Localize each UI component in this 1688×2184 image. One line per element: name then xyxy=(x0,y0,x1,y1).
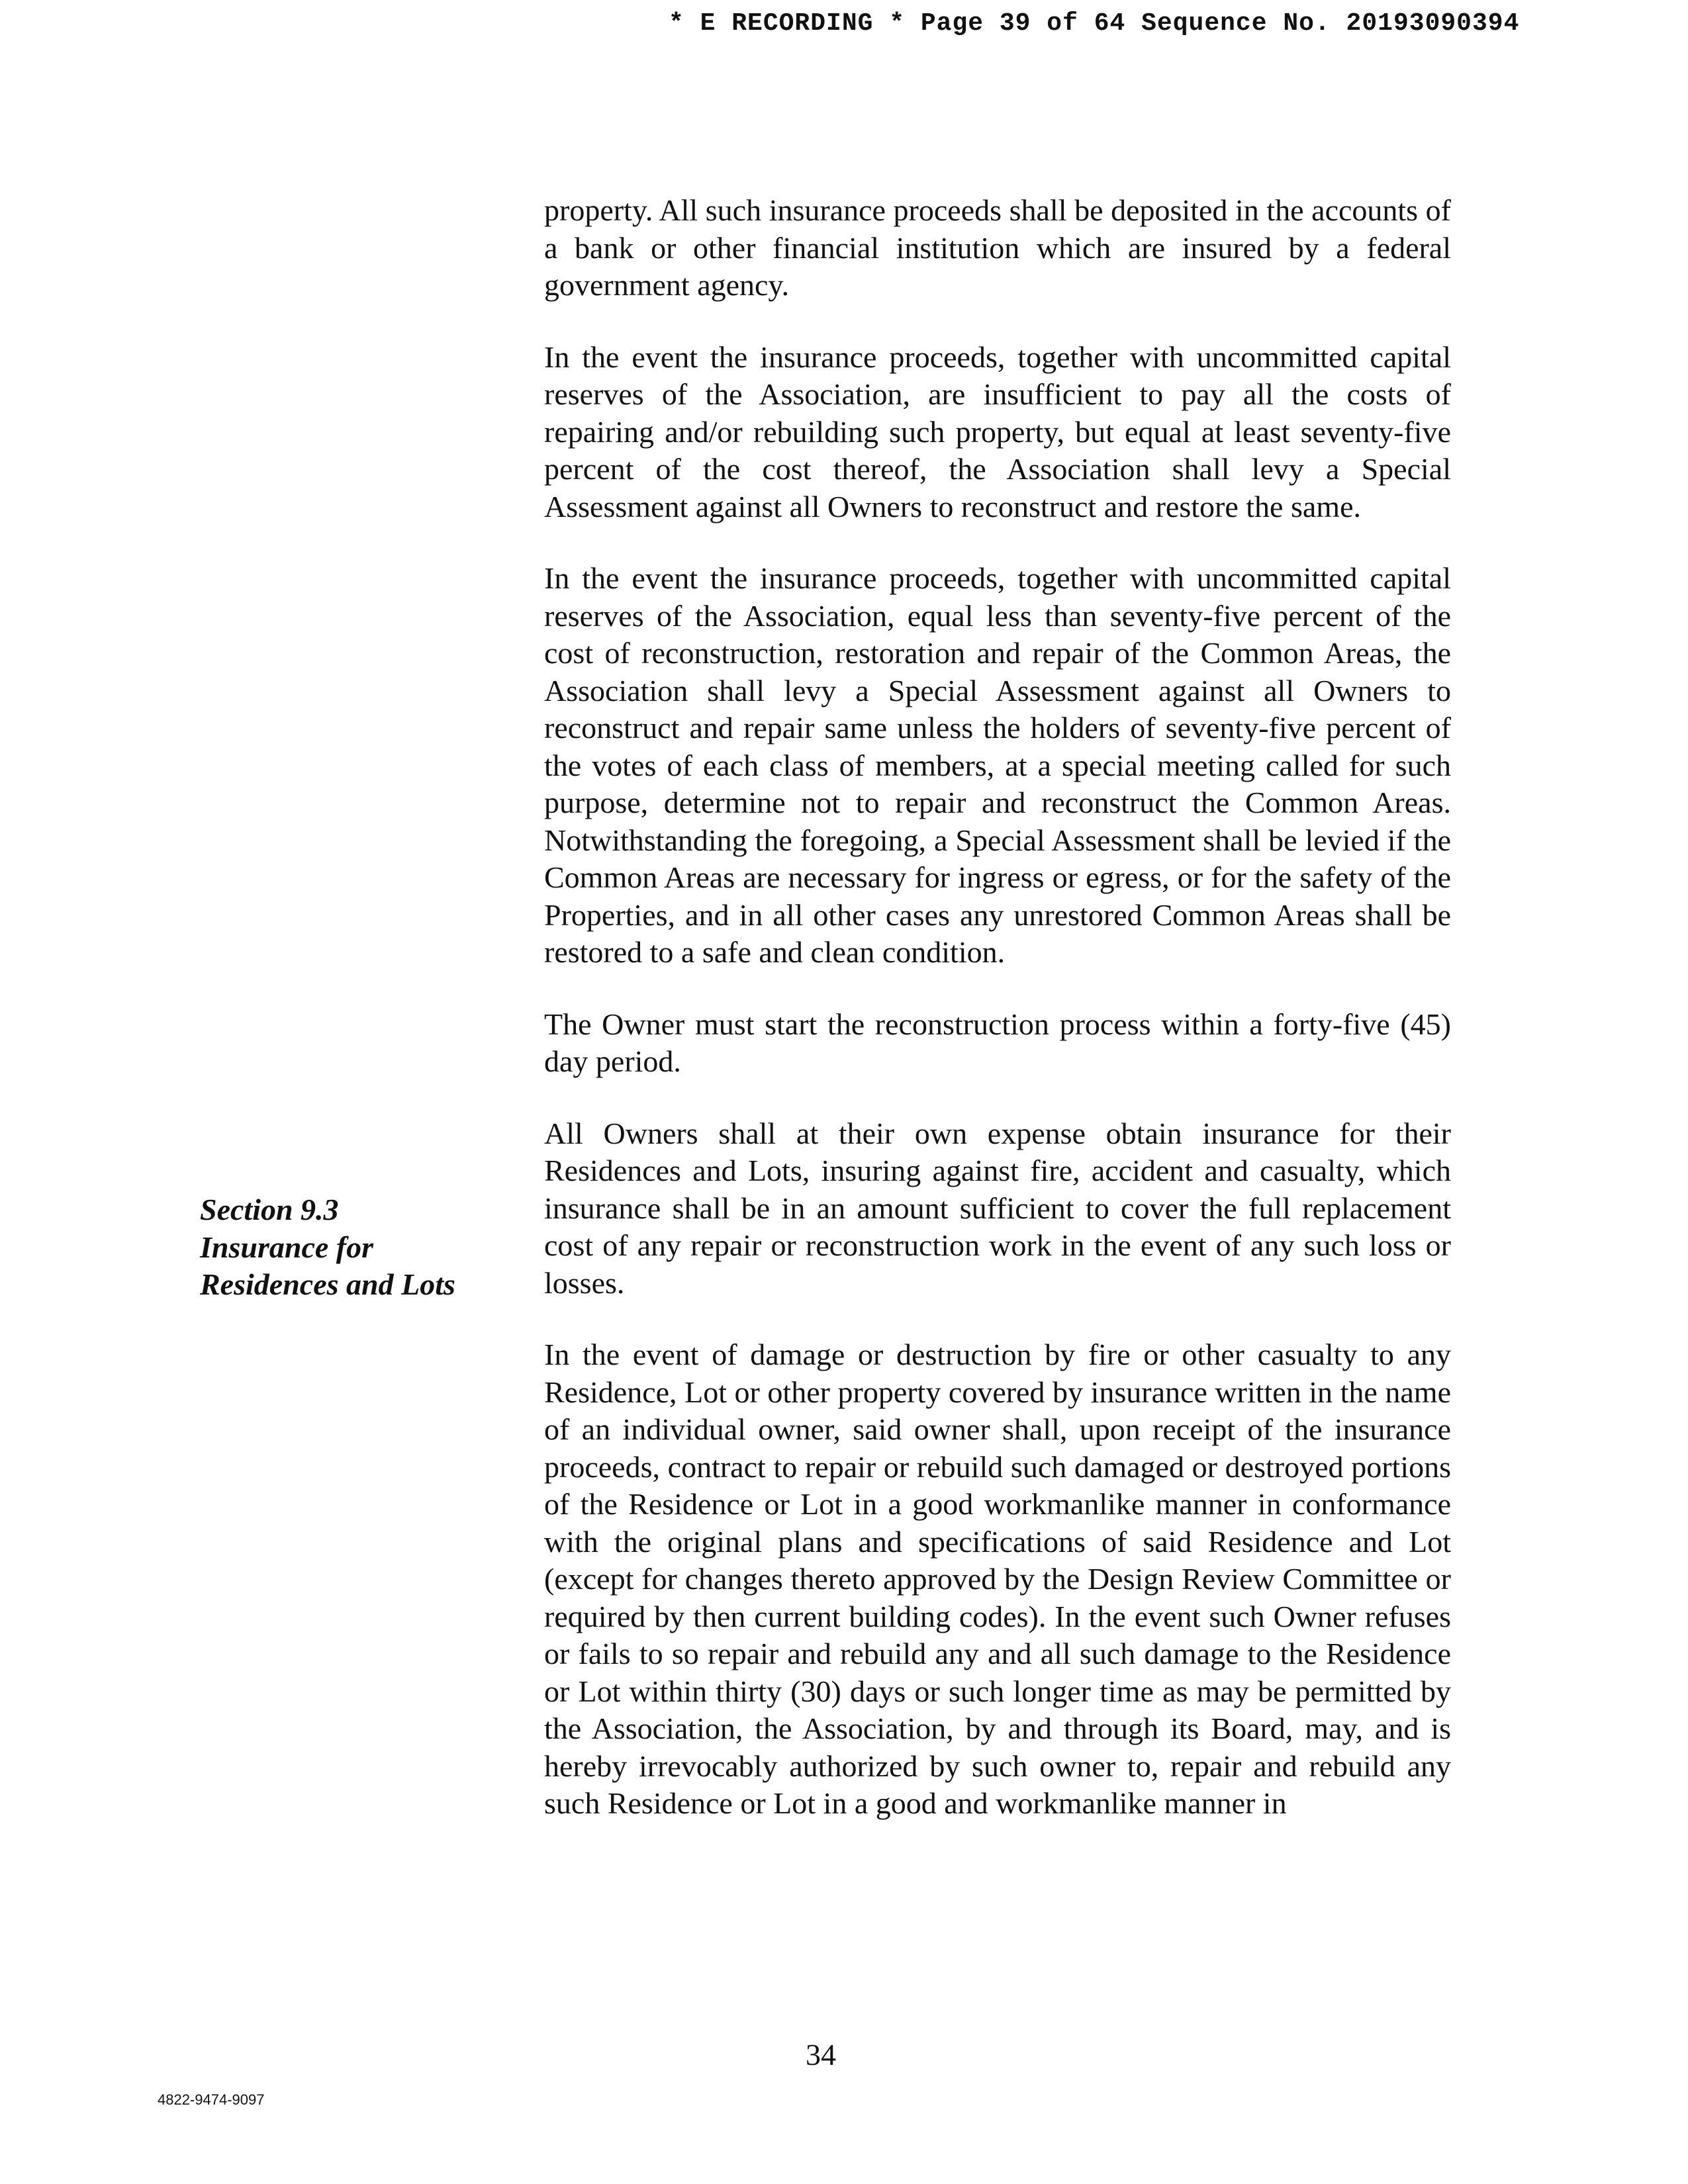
paragraph-insufficient-proceeds: In the event the insurance proceeds, together with uncommitted capital reserves of the Association, are insufficient to pay all the costs of repairing and/or rebuilding such property, but equal at least seventy-five percent of the cost thereof, the Association shall levy a Special Assessment against all Owners to reconstruct and restore the same. xyxy=(544,340,1451,523)
section-heading xyxy=(200,1191,504,1304)
paragraph-less-than-seventy-five-percent: In the event the insurance proceeds, together with uncommitted capital reserves of the Association, equal less than seventy-five percent of the cost of reconstruction, restoration and repair of the Common Areas, the Association shall levy a Special Assessment against all Owners to reconstruct and repair same unless the holders of seventy-five percent of the votes of each class of members, at a special meeting called for such purpose, determine not to repair and reconstruct the Common Areas. Notwithstanding the foregoing, a Special Assessment shall be levied if the Common Areas are necessary for ingress or egress, or for the safety of the Properties, and in all other cases any unrestored Common Areas shall be restored to a safe and clean condition. xyxy=(544,561,1451,969)
page-number: 34 xyxy=(806,2038,836,2071)
section-title-line-1: Insurance for xyxy=(200,1230,374,1264)
paragraph-owner-insurance: All Owners shall at their own expense obtain insurance for their Residences and Lots, insuring against fire, accident and casualty, which insurance shall be in an amount sufficient to cover the full replacement cost of any repair or reconstruction work in the event of any such loss or losses. xyxy=(544,1116,1451,1300)
paragraph-insurance-deposit: property. All such insurance proceeds shall be deposited in the accounts of a bank or other financial institution which are insured by a federal government agency. xyxy=(544,193,1451,302)
document-id: 4822-9474-9097 xyxy=(158,2091,265,2108)
paragraph-damage-repair: In the event of damage or destruction by fire or other casualty to any Residence, Lot or other property covered by insurance written in the name of an individual owner, said owner shall, upon receipt of the insurance proceeds, contract to repair or rebuild such damaged or destroyed portions of the Residence or Lot in a good workmanlike manner in conformance with the original plans and specifications of said Residence and Lot (except for changes thereto approved by the Design Review Committee or required by then current building codes). In the event such Owner refuses or fails to so repair and rebuild any and all such damage to the Residence or Lot within thirty (30) days or such longer time as may be permitted by the Association, the Association, by and through its Board, may, and is hereby irrevocably authorized by such owner to, repair and rebuild any such Residence or Lot in a good and workmanlike manner in xyxy=(544,1338,1451,1820)
recording-stamp-header: * E RECORDING * Page 39 of 64 Sequence No. 20193090394 xyxy=(669,9,1520,38)
section-title-line-2: Residences and Lots xyxy=(200,1267,455,1301)
section-number: Section 9.3 xyxy=(200,1193,339,1226)
body-text xyxy=(544,192,1451,1857)
paragraph-reconstruction-period: The Owner must start the reconstruction process within a forty-five (45) day period. xyxy=(544,1007,1451,1078)
